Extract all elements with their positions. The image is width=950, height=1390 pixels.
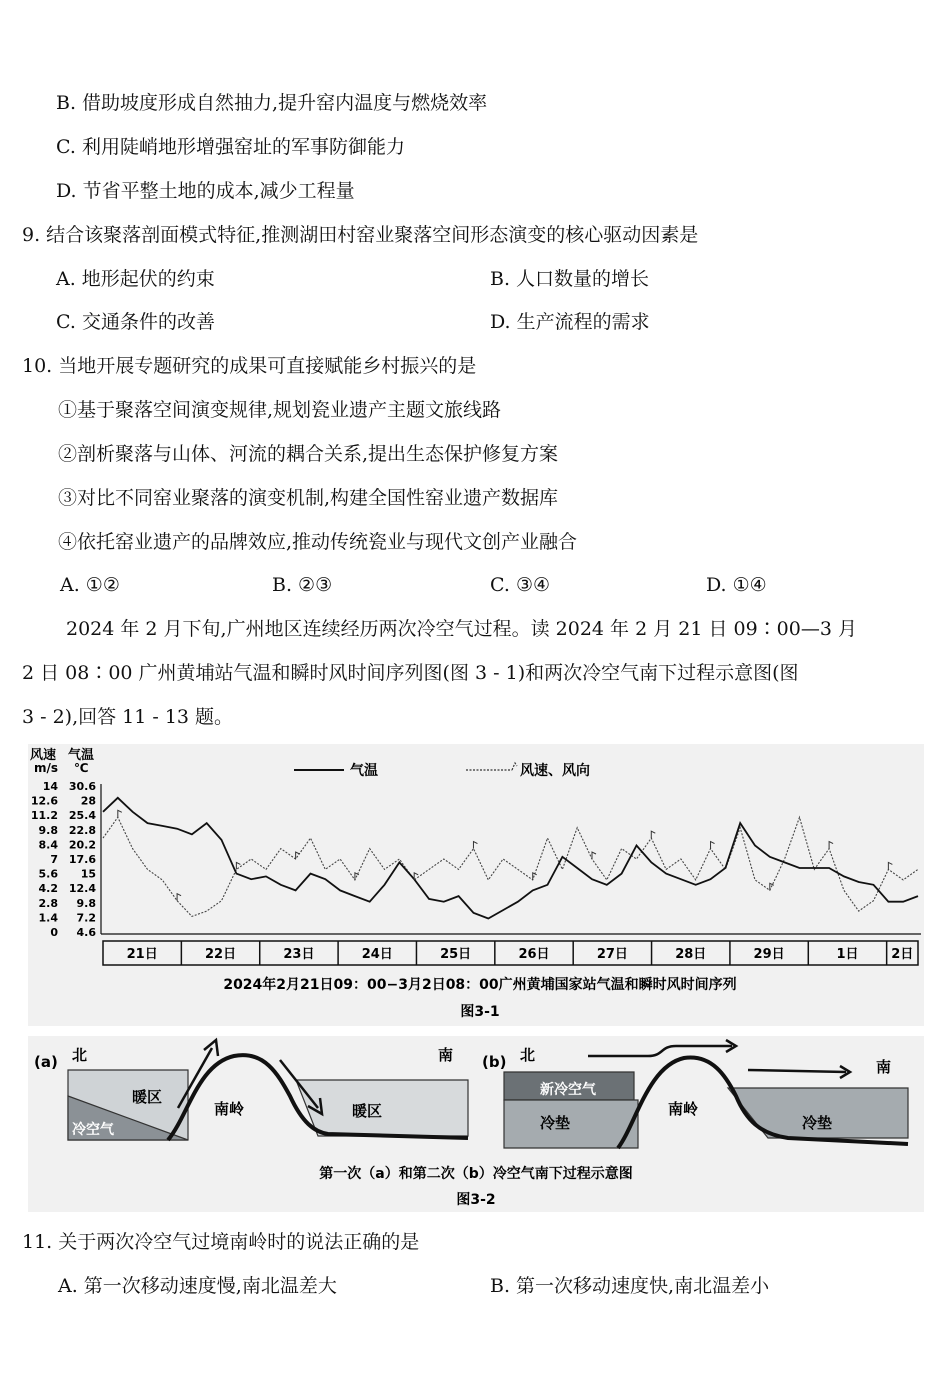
day-label: 26日 <box>518 947 550 962</box>
wind-tick-label: 1.4 <box>38 911 58 925</box>
day-label: 24日 <box>361 947 393 962</box>
q11-option-b: B. 第一次移动速度快,南北温差小 <box>490 1275 770 1297</box>
figure-3-2-title: 第一次（a）和第二次（b）冷空气南下过程示意图 <box>319 1166 633 1182</box>
panel-a-ridge-label: 南岭 <box>214 1100 245 1118</box>
temp-tick-label: 15 <box>80 867 96 881</box>
panel-a-label: (a) <box>34 1053 58 1071</box>
wind-tick-label: 8.4 <box>38 838 58 852</box>
wind-barb <box>533 873 537 880</box>
intro-line-2: 2 日 08∶00 广州黄埔站气温和瞬时风时间序列图(图 3 - 1)和两次冷空气南下过程示意图(图 <box>22 662 799 684</box>
q9-stem: 9. 结合该聚落剖面模式特征,推测湖田村窑业聚落空间形态演变的核心驱动因素是 <box>22 224 699 246</box>
q10-option-c: C. ③④ <box>490 574 551 596</box>
wind-tick-label: 0 <box>50 926 58 939</box>
q11-option-a: A. 第一次移动速度慢,南北温差大 <box>58 1275 337 1297</box>
wind-tick-label: 9.8 <box>38 823 58 837</box>
q9-option-c: C. 交通条件的改善 <box>56 311 215 333</box>
cold-air-diagram <box>28 1036 924 1212</box>
panel-b-arrow-high <box>588 1046 732 1056</box>
wind-tick-label: 7 <box>50 853 58 866</box>
figure-3-1 <box>28 744 924 1026</box>
panel-a-south: 南 <box>438 1046 454 1064</box>
day-label: 21日 <box>126 947 158 962</box>
q10-option-b: B. ②③ <box>272 574 333 596</box>
temp-axis-title: 气温 <box>68 748 95 763</box>
wind-tick-label: 14 <box>42 780 58 793</box>
temperature-wind-chart <box>28 744 924 1026</box>
wind-tick-label: 4.2 <box>38 882 58 896</box>
q10-option-d: D. ①④ <box>706 574 767 596</box>
q9-option-d: D. 生产流程的需求 <box>490 311 650 333</box>
wind-barb <box>473 842 477 849</box>
temp-series-line <box>103 798 918 919</box>
figure-3-2 <box>28 1036 924 1212</box>
temp-tick-label: 22.8 <box>68 823 96 837</box>
panel-a-warm-label-2: 暖区 <box>352 1102 383 1120</box>
intro-line-3: 3 - 2),回答 11 - 13 题。 <box>22 706 234 728</box>
day-axis <box>103 941 918 965</box>
q10-statement-4: ④依托窑业遗产的品牌效应,推动传统瓷业与现代文创产业融合 <box>58 531 578 553</box>
figure-3-1-caption: 图3-1 <box>460 1004 500 1020</box>
q11-stem: 11. 关于两次冷空气过境南岭时的说法正确的是 <box>22 1231 420 1253</box>
wind-barb <box>296 852 300 859</box>
day-label: 29日 <box>753 947 785 962</box>
wind-tick-label: 2.8 <box>38 896 58 910</box>
q8-option-c: C. 利用陡峭地形增强窑址的军事防御能力 <box>56 136 405 158</box>
temp-tick-label: 25.4 <box>68 809 96 823</box>
temp-tick-label: 20.2 <box>68 838 96 852</box>
panel-b-cold-pad-label-2: 冷垫 <box>802 1114 833 1132</box>
wind-axis-unit: m/s <box>34 761 59 775</box>
temp-tick-label: 30.6 <box>68 780 96 793</box>
temp-tick-label: 12.4 <box>68 882 96 896</box>
legend-wind-label: 风速、风向 <box>520 763 590 779</box>
temp-tick-label: 7.2 <box>76 911 96 925</box>
panel-b-ridge-label: 南岭 <box>668 1100 699 1118</box>
panel-a-north: 北 <box>72 1046 88 1064</box>
wind-barb <box>177 894 181 901</box>
day-label: 2日 <box>891 947 914 962</box>
axis-ticks <box>31 780 96 939</box>
temp-tick-label: 4.6 <box>76 926 96 939</box>
temp-tick-label: 28 <box>80 794 96 808</box>
day-label: 22日 <box>205 947 237 962</box>
wind-barb <box>592 852 596 859</box>
q8-option-b: B. 借助坡度形成自然抽力,提升窑内温度与燃烧效率 <box>56 92 488 114</box>
panel-b-north: 北 <box>520 1046 536 1064</box>
day-label: 28日 <box>675 947 707 962</box>
wind-barb <box>711 842 715 849</box>
wind-barb <box>829 842 833 849</box>
panel-b-label: (b) <box>482 1053 507 1071</box>
panel-b-south: 南 <box>876 1058 892 1076</box>
q9-option-b: B. 人口数量的增长 <box>490 268 650 290</box>
series-group <box>103 798 918 919</box>
temp-tick-label: 17.6 <box>68 853 96 866</box>
legend-wind-line <box>466 763 517 770</box>
day-label: 27日 <box>596 947 628 962</box>
wind-barb <box>118 810 122 817</box>
day-label: 23日 <box>283 947 315 962</box>
day-label: 1日 <box>836 947 859 962</box>
figure-3-2-caption: 图3-2 <box>456 1192 496 1208</box>
panel-b-new-cold-label: 新冷空气 <box>540 1082 596 1098</box>
figure-3-1-title: 2024年2月21日09：00−3月2日08：00广州黄埔国家站气温和瞬时风时间序列 <box>223 977 737 993</box>
wind-barb <box>651 831 655 838</box>
q10-statement-2: ②剖析聚落与山体、河流的耦合关系,提出生态保护修复方案 <box>58 443 559 465</box>
q10-statement-1: ①基于聚落空间演变规律,规划瓷业遗产主题文旅线路 <box>58 399 502 421</box>
wind-tick-label: 12.6 <box>30 794 58 808</box>
day-label: 25日 <box>440 947 472 962</box>
q8-option-d: D. 节省平整土地的成本,减少工程量 <box>56 180 355 202</box>
temp-tick-label: 9.8 <box>76 896 96 910</box>
panel-a-cold-label: 冷空气 <box>72 1122 114 1138</box>
panel-b-arrow-right <box>748 1070 846 1072</box>
panel-a-warm-label-1: 暖区 <box>132 1088 163 1106</box>
panel-b-cold-pad-label-1: 冷垫 <box>540 1114 571 1132</box>
q10-stem: 10. 当地开展专题研究的成果可直接赋能乡村振兴的是 <box>22 355 477 377</box>
q10-option-a: A. ①② <box>60 574 120 596</box>
legend-temp-label: 气温 <box>350 763 378 779</box>
wind-tick-label: 11.2 <box>30 809 58 823</box>
intro-line-1: 2024 年 2 月下旬,广州地区连续经历两次冷空气过程。读 2024 年 2 月 21 日 09∶00—3 月 <box>66 618 857 640</box>
wind-barb <box>888 862 892 869</box>
wind-tick-label: 5.6 <box>38 867 58 881</box>
q10-statement-3: ③对比不同窑业聚落的演变机制,构建全国性窑业遗产数据库 <box>58 487 559 509</box>
q9-option-a: A. 地形起伏的约束 <box>56 268 215 290</box>
panel-b-cold-pad-north <box>504 1100 638 1148</box>
wind-axis-title: 风速 <box>30 748 57 763</box>
temp-axis-unit: ℃ <box>74 761 89 775</box>
